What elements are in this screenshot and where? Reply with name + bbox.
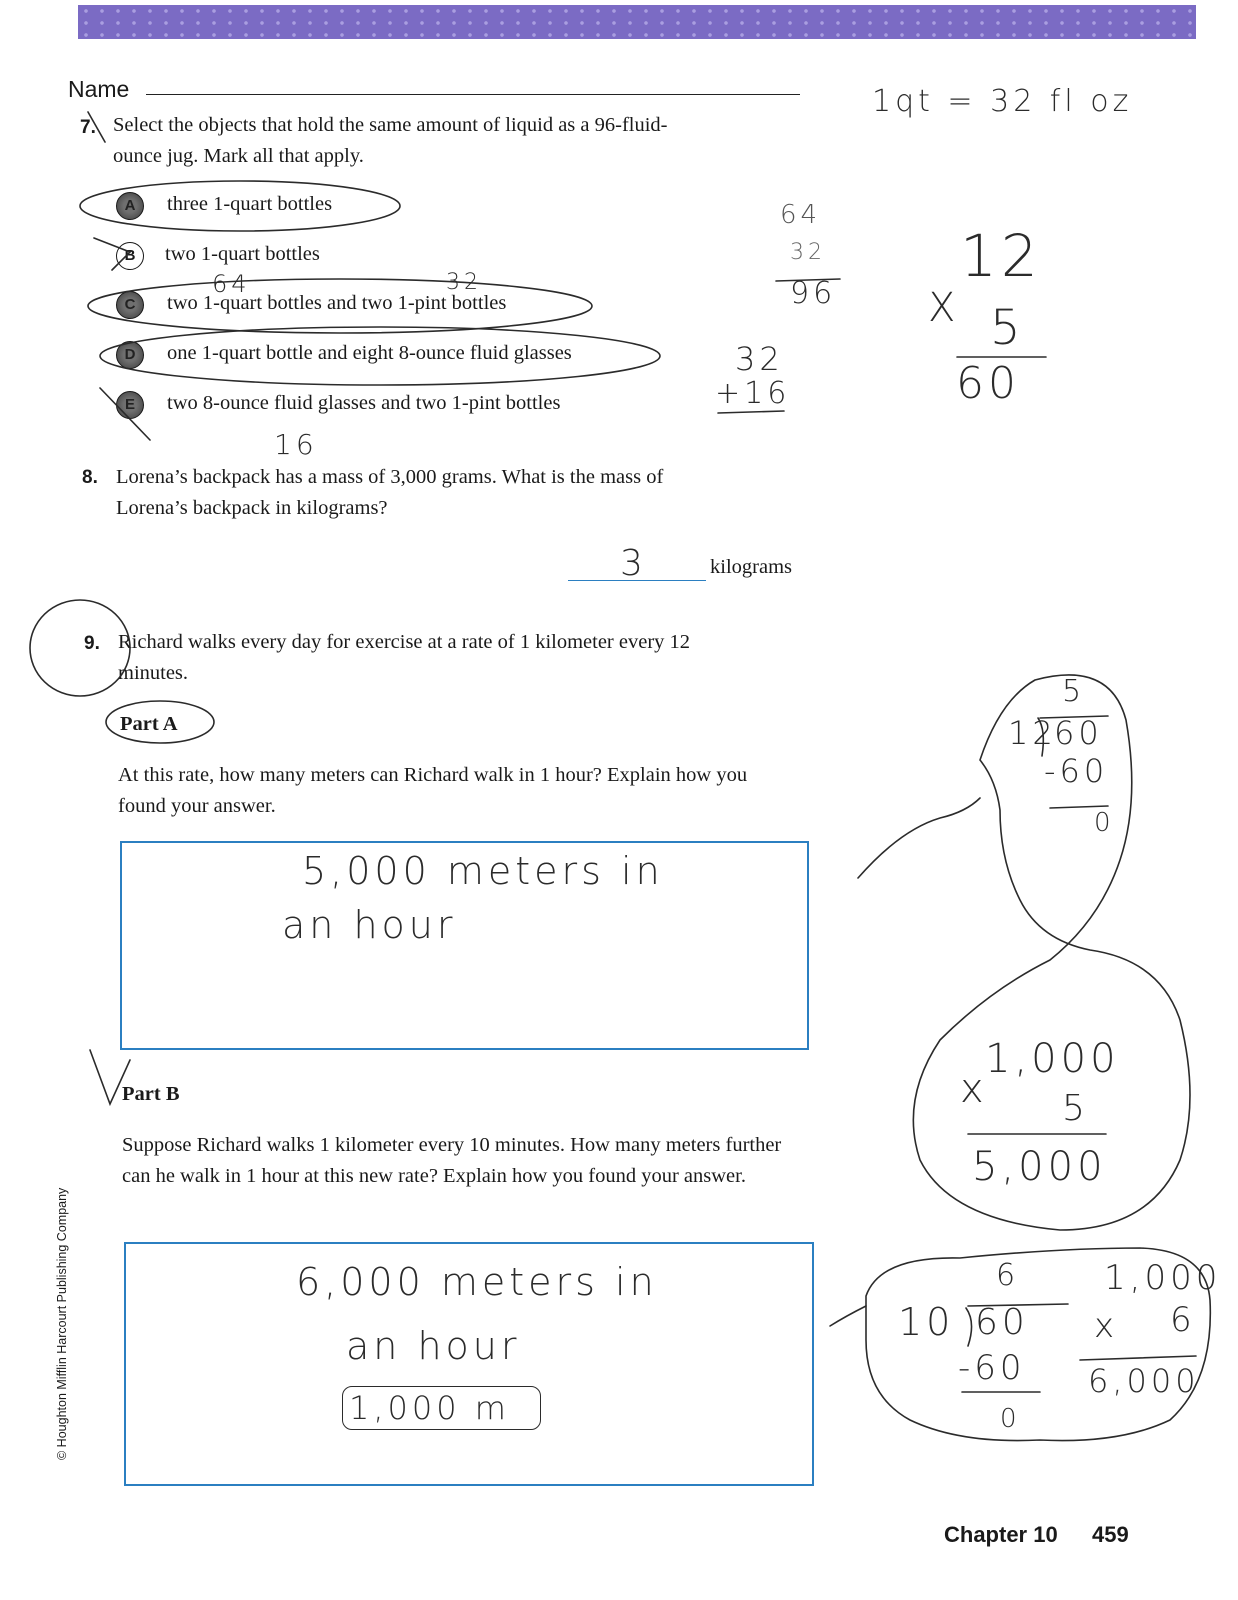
mult3-bar: [1080, 1356, 1196, 1360]
scratch-mult-x: X: [928, 285, 960, 331]
scratch-div1-subtract: -60: [1044, 752, 1109, 790]
q7-option-d-bubble[interactable]: D: [116, 341, 144, 369]
scratch-mult3-x: x: [1094, 1306, 1119, 1346]
part-b-answer-line2: an hour: [346, 1324, 521, 1368]
q8-answer[interactable]: 3: [620, 543, 647, 584]
scratch-mult-top: 12: [960, 222, 1042, 290]
circle-option-a: [80, 181, 400, 231]
part-a-answer-line2: an hour: [282, 903, 457, 947]
part-a-answer-line1: 5,000 meters in: [302, 849, 664, 893]
q9-number: 9.: [84, 633, 100, 654]
div1-bracket: [1038, 716, 1108, 756]
scratch-under-e: 16: [274, 428, 318, 461]
q7-number: 7.: [80, 117, 96, 138]
scratch-mult2-result: 5,000: [972, 1144, 1107, 1190]
scratch-div2-divisor: 10: [898, 1300, 955, 1344]
scratch-mult2-x: x: [960, 1066, 988, 1112]
copyright-notice: © Houghton Mifflin Harcourt Publishing Company: [55, 1187, 69, 1460]
scratch-connector-1: [858, 798, 980, 878]
scratch-over-c-1: 64: [212, 270, 251, 298]
scratch-div2-remainder: 0: [1000, 1404, 1021, 1434]
div1-bar: [1050, 806, 1108, 808]
part-a-prompt: At this rate, how many meters can Richard walk in 1 hour? Explain how you found your answer.: [118, 764, 748, 817]
q7-option-c-text: two 1-quart bottles and two 1-pint bottles: [167, 292, 507, 314]
q7-option-e-bubble[interactable]: E: [116, 391, 144, 419]
scratch-add-b-mid: +16: [715, 376, 791, 411]
scratch-mult2-mid: 5: [1062, 1088, 1089, 1129]
q7-option-a-bubble[interactable]: A: [116, 192, 144, 220]
q8-prompt: Lorena’s backpack has a mass of 3,000 grams. What is the mass of Lorena’s backpack in kilograms?: [116, 466, 664, 519]
mark-option-e: [100, 388, 150, 440]
scratch-add-a-mid: 32: [790, 240, 826, 265]
q8-units: kilograms: [710, 556, 792, 578]
circle-option-c: [88, 279, 592, 333]
add-b-bar: [718, 411, 784, 413]
part-b-answer-line1: 6,000 meters in: [296, 1260, 658, 1304]
q7-option-c-bubble[interactable]: C: [116, 291, 144, 319]
scratch-div1-quotient: 5: [1062, 674, 1086, 709]
scratch-div1-divisor: 12: [1008, 714, 1057, 752]
scratch-mult3-mid: 6: [1170, 1300, 1196, 1340]
mark-option-b: [94, 238, 130, 270]
circle-option-d: [100, 327, 660, 385]
page-number: 459: [1092, 1522, 1129, 1547]
div2-bracket: [966, 1304, 1068, 1346]
q7-option-b-bubble[interactable]: B: [116, 242, 144, 270]
scratch-mult3-result: 6,000: [1088, 1362, 1200, 1400]
scratch-div2-quotient: 6: [996, 1258, 1020, 1293]
q7-prompt: Select the objects that hold the same amount of liquid as a 96-fluid-ounce jug. Mark all that apply.: [113, 114, 668, 167]
q7-option-d-text: one 1-quart bottle and eight 8-ounce fluid glasses: [167, 342, 572, 364]
scratch-connector-2: [830, 1306, 866, 1326]
scratch-add-a-top: 64: [780, 200, 822, 230]
scratch-div1-remainder: 0: [1094, 808, 1115, 838]
name-label: Name: [68, 76, 130, 102]
add-a-bar: [776, 279, 840, 281]
scratch-conversion: 1qt = 32 fl oz: [872, 84, 1133, 119]
q7-option-e-text: two 8-ounce fluid glasses and two 1-pint bottles: [167, 392, 561, 414]
q8-number: 8.: [82, 467, 98, 488]
scratch-outline-2: [866, 1248, 1210, 1441]
circle-q9-number: [30, 600, 130, 696]
part-b-boxed-answer: 1,000 m: [342, 1386, 541, 1430]
part-b-prompt: Suppose Richard walks 1 kilometer every 10 minutes. How many meters further can he walk in 1 hour at this new rate? Explain how you found your answer.: [122, 1134, 782, 1187]
scratch-div2-subtract: -60: [958, 1348, 1026, 1388]
q7-option-b-text: two 1-quart bottles: [165, 243, 320, 265]
circle-part-a: [106, 701, 214, 743]
scratch-mult2-top: 1,000: [985, 1036, 1120, 1082]
check-part-b: [90, 1050, 130, 1104]
scratch-mult-mid: 5: [990, 300, 1025, 356]
check-q7: [88, 112, 105, 142]
scratch-over-c-2: 32: [446, 270, 482, 295]
part-b-label: Part B: [122, 1083, 180, 1105]
scratch-div1-dividend: 60: [1054, 714, 1103, 752]
scratch-add-a-sum: 96: [790, 276, 837, 311]
q9-prompt: Richard walks every day for exercise at a rate of 1 kilometer every 12 minutes.: [118, 631, 691, 684]
chapter-label: Chapter 10: [944, 1522, 1058, 1547]
scratch-outline-1: [913, 675, 1190, 1230]
part-a-label: Part A: [120, 713, 178, 735]
scratch-mult-res: 60: [956, 358, 1020, 409]
scratch-mult3-top: 1,000: [1104, 1258, 1222, 1298]
q7-option-a-text: three 1-quart bottles: [167, 193, 333, 215]
scratch-add-b-top: 32: [735, 340, 784, 378]
scratch-div2-dividend: 60: [975, 1302, 1029, 1343]
